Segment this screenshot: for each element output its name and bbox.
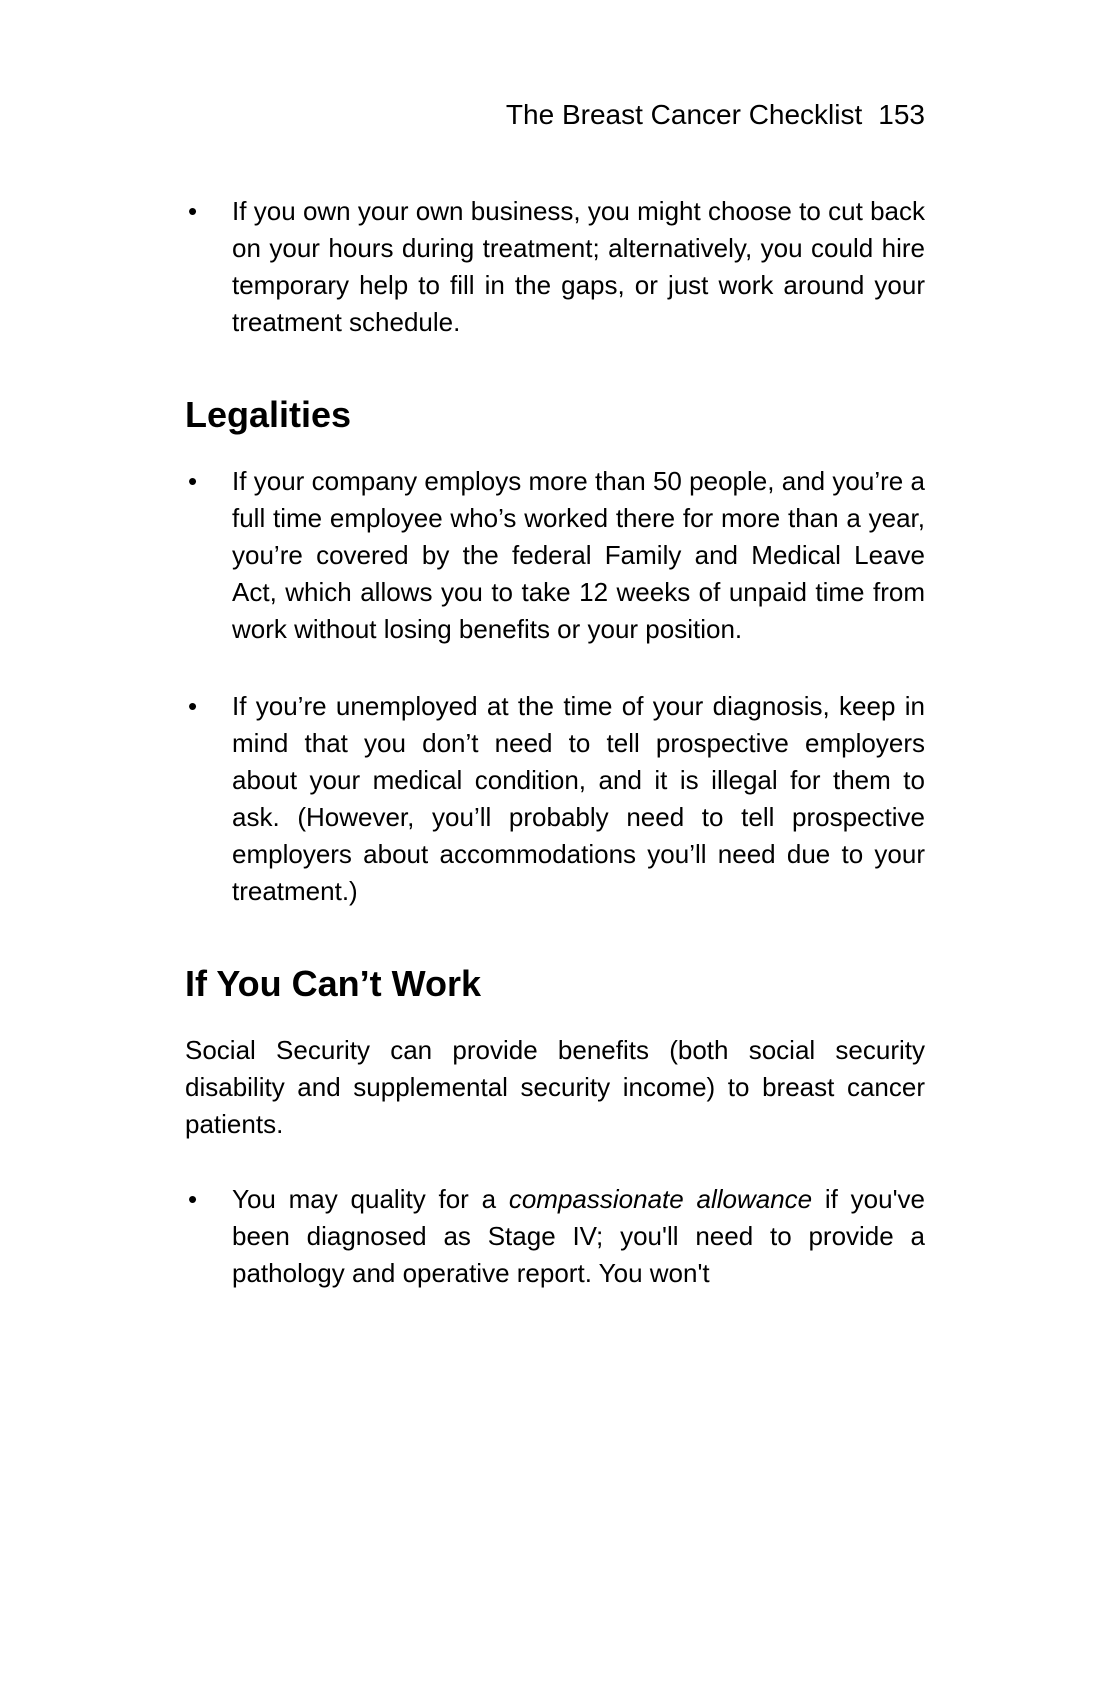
bullet-item (185, 463, 925, 648)
intro-bullet-list (185, 193, 925, 341)
page-header (185, 97, 925, 133)
section-heading-legalities: Legalities (185, 394, 352, 435)
bullet-text-italic: compassionate allowance (508, 1184, 813, 1214)
bullet-item (185, 193, 925, 341)
bullet-text-before-italic: You may quality for a (232, 1184, 509, 1214)
bullet-text-after-italic: if you've been diagnosed as Stage IV; you'll need to provide a pathology and operative report. You won't (232, 1184, 925, 1288)
bullet-text: If you own your own business, you might choose to cut back on your hours during treatment; alternatively, you could hire temporary help to fill in the gaps, or just work around your treatment schedule. (232, 196, 925, 337)
bullet-text: If you’re unemployed at the time of your diagnosis, keep in mind that you don’t need to tell prospective employers about your medical condition, and it is illegal for them to ask. (However, you’ll probably need to tell prospective employers about accommodations you’ll need due to your treatment.) (232, 691, 925, 906)
section-paragraph: Social Security can provide benefits (both social security disability and supplemental security income) to breast cancer patients. (185, 1035, 925, 1139)
bullet-text: If your company employs more than 50 people, and you’re a full time employee who’s worked there for more than a year, you’re covered by the federal Family and Medical Leave Act, which allows you to take 12 weeks of unpaid time from work without losing benefits or your position. (232, 466, 925, 644)
legalities-bullet-list (185, 463, 925, 910)
section-heading-if-you-cant-work: If You Can’t Work (185, 963, 482, 1004)
page-number: 153 (878, 99, 925, 130)
running-head-title: The Breast Cancer Checklist (505, 99, 863, 130)
bullet-item (185, 1181, 925, 1292)
bullet-item (185, 688, 925, 910)
cant-work-bullet-list (185, 1181, 925, 1292)
